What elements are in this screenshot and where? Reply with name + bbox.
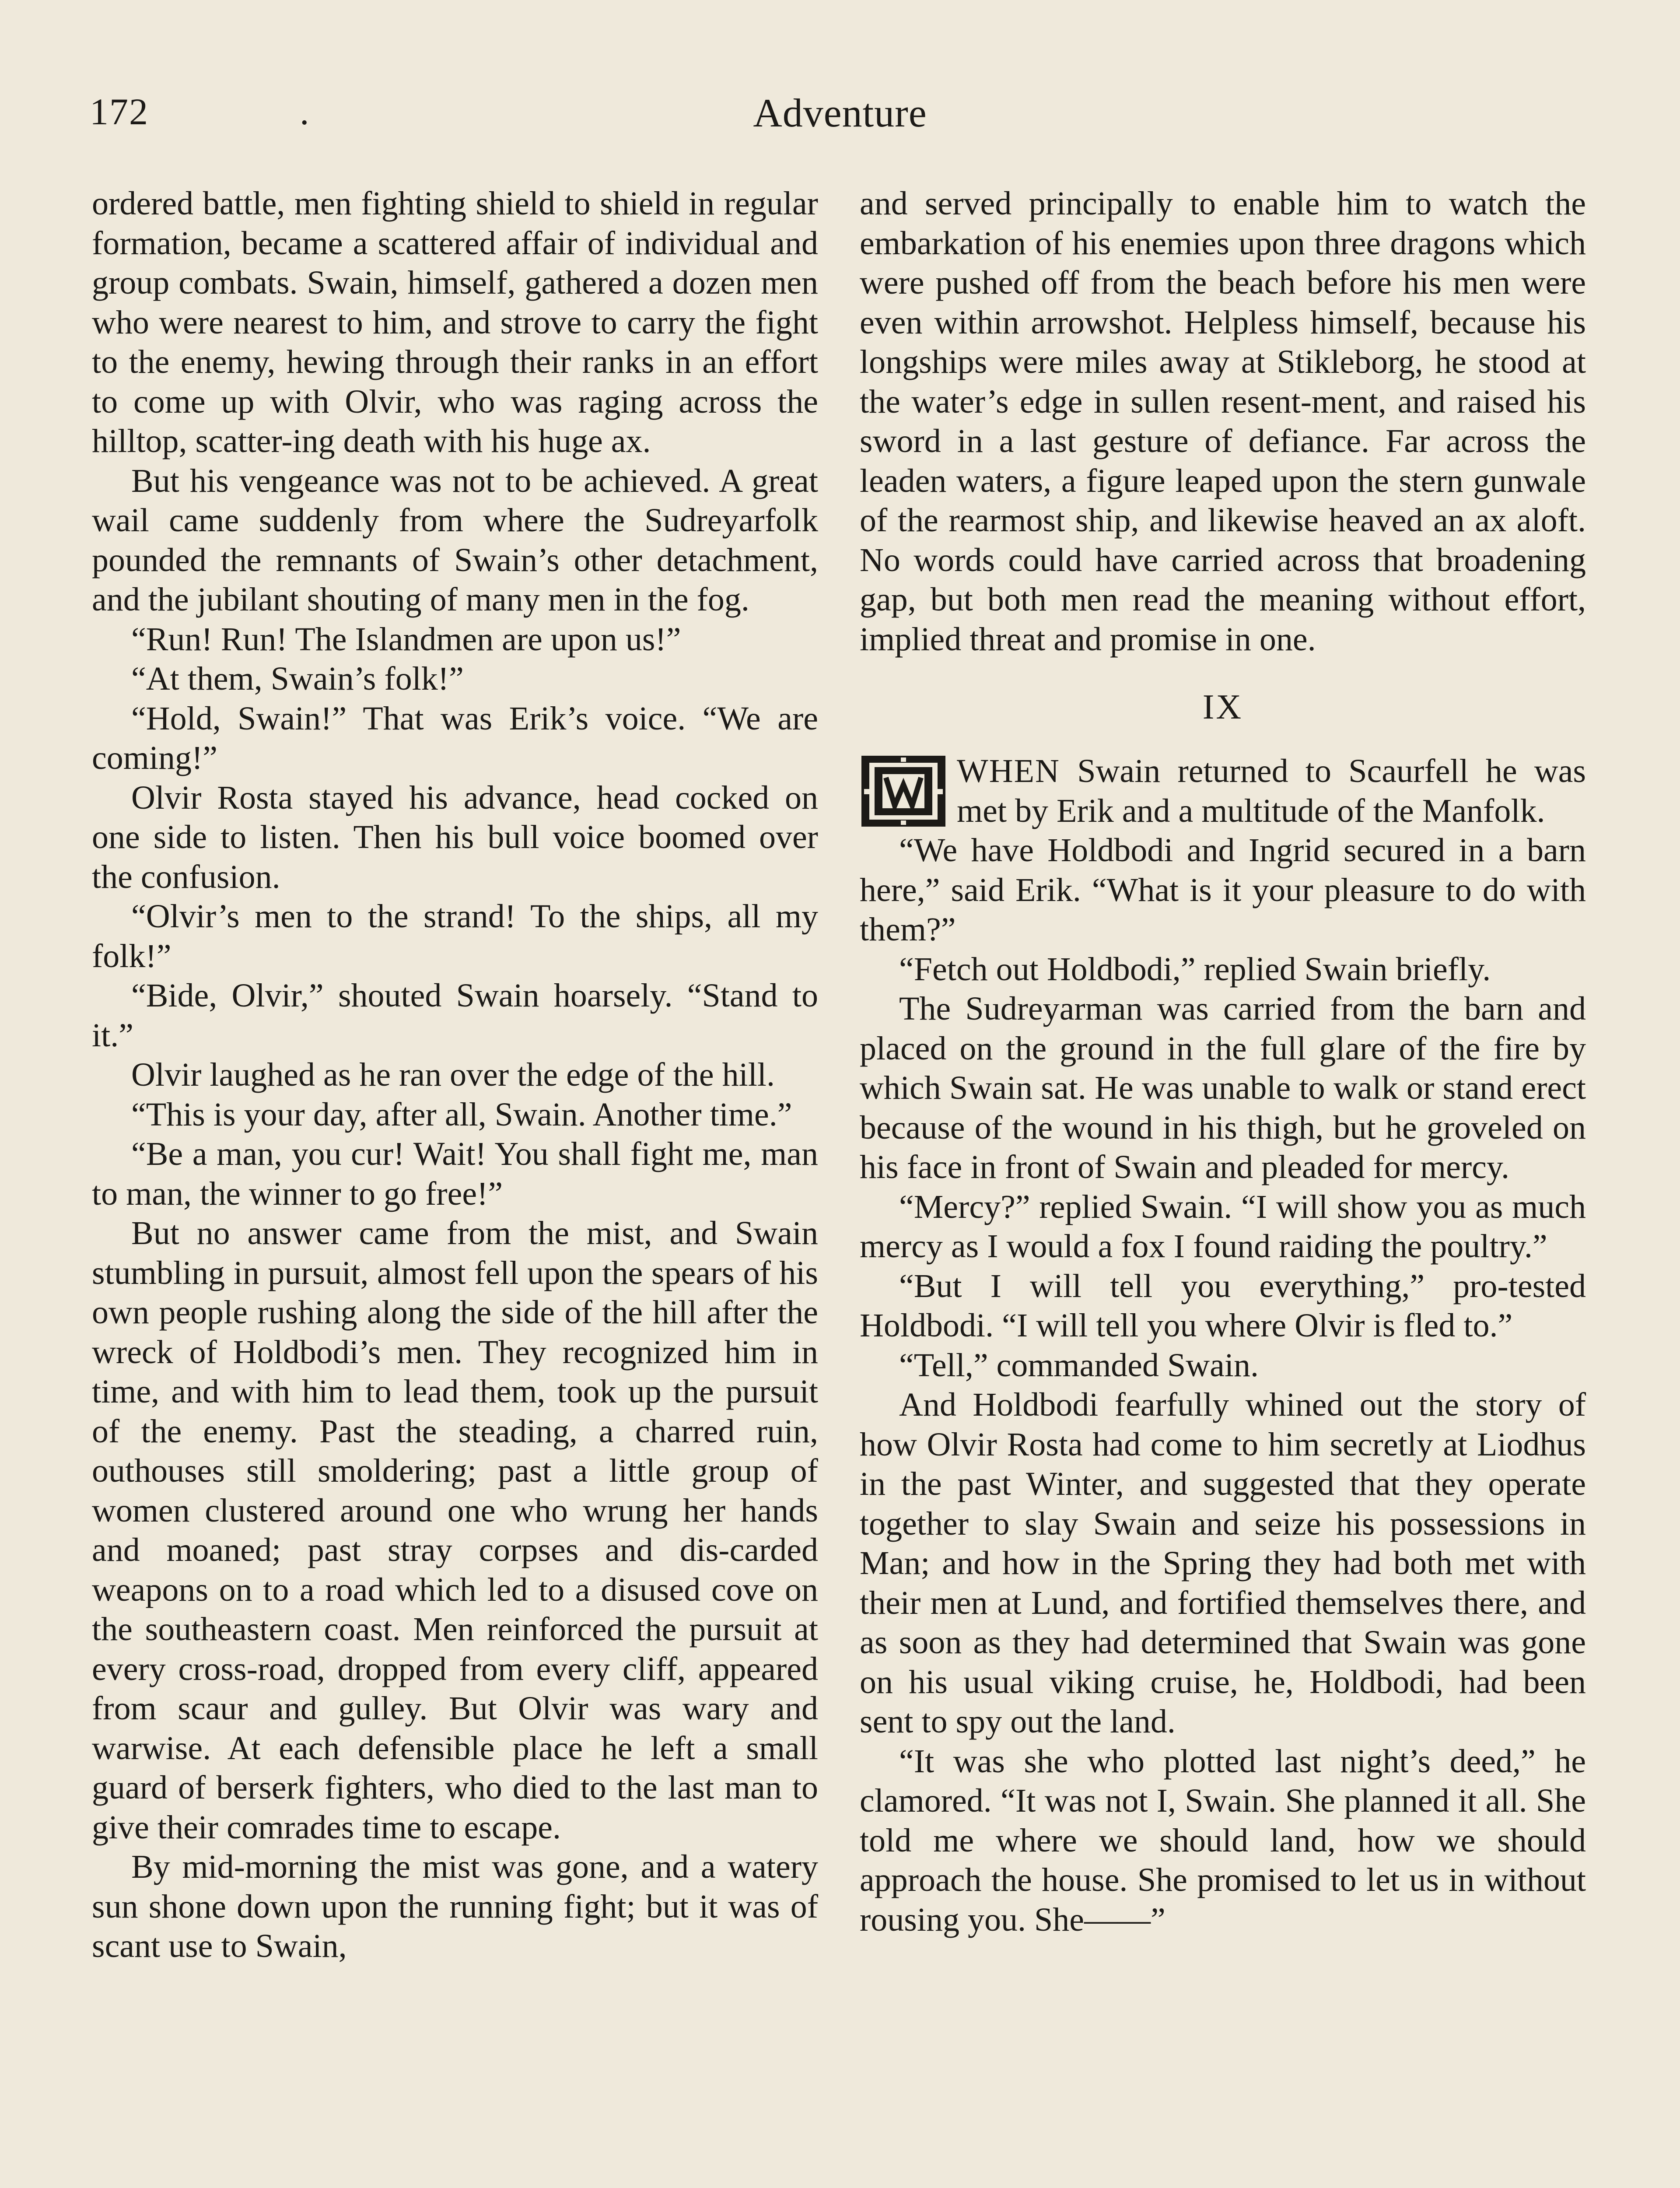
paragraph: The Sudreyarman was carried from the barn and placed on the ground in the full glare of the fire by which Swain sat. He was unable to walk or stand erect because of the wound in his thigh, but he groveled on his face in front of Swain and pleaded for mercy. <box>860 990 1586 1185</box>
paragraph: Olvir laughed as he ran over the edge of the hill. <box>131 1056 775 1093</box>
dropcap-first-word: WHEN <box>957 753 1060 789</box>
paragraph: “Mercy?” replied Swain. “I will show you as much mercy as I would a fox I found raiding the poultry.” <box>860 1188 1586 1265</box>
paragraph: “This is your day, after all, Swain. Another time.” <box>131 1096 792 1133</box>
paragraph: “But I will tell you everything,” pro-tested Holdbodi. “I will tell you where Olvir is fled to.” <box>860 1267 1586 1344</box>
paragraph: “Tell,” commanded Swain. <box>899 1346 1259 1384</box>
paragraph: ordered battle, men fighting shield to shield in regular formation, became a scattered affair of individual and group combats. Swain, himself, gathered a dozen men who were nearest to him, and strove to carry the fight to the enemy, hewing through their ranks in an effort to come up with Olvir, who was raging across the hilltop, scatter-ing death with his huge ax. <box>92 185 818 459</box>
ornamental-initial-icon <box>860 754 947 828</box>
dropcap-paragraph <box>860 751 1586 831</box>
right-column <box>860 184 1586 1939</box>
paragraph: Olvir Rosta stayed his advance, head cocked on one side to listen. Then his bull voice boomed over the confusion. <box>92 779 818 895</box>
paragraph: “Be a man, you cur! Wait! You shall fight me, man to man, the winner to go free!” <box>92 1136 818 1212</box>
paragraph: “Hold, Swain!” That was Erik’s voice. “We are coming!” <box>92 700 818 776</box>
page-header <box>90 90 1590 138</box>
paragraph: “Olvir’s men to the strand! To the ships, all my folk!” <box>92 898 818 975</box>
paragraph: And Holdbodi fearfully whined out the story of how Olvir Rosta had come to him secretly at Liodhus in the past Winter, and suggested that they operate together to slay Swain and seize his possessions in Man; and how in the Spring they had both met with their men at Lund, and fortified themselves there, and as soon as they had determined that Swain was gone on his usual viking cruise, he, Holdbodi, had been sent to spy out the land. <box>860 1386 1586 1740</box>
paragraph: “Bide, Olvir,” shouted Swain hoarsely. “Stand to it.” <box>92 977 818 1054</box>
paragraph: “Fetch out Holdbodi,” replied Swain briefly. <box>899 950 1491 988</box>
chapter-heading: IX <box>1202 688 1243 726</box>
paragraph: “We have Holdbodi and Ingrid secured in a barn here,” said Erik. “What is it your pleasure to do with them?” <box>860 832 1586 948</box>
paragraph: “Run! Run! The Islandmen are upon us!” <box>131 621 681 658</box>
paragraph: “It was she who plotted last night’s deed,” he clamored. “It was not I, Swain. She planned it all. She told me where we should land, how we should approach the house. She promised to let us in without rousing you. She——” <box>860 1743 1586 1938</box>
paragraph: and served principally to enable him to watch the embarkation of his enemies upon three dragons which were pushed off from the beach before his men were even within arrowshot. Helpless himself, because his longships were miles away at Stikleborg, he stood at the water’s edge in sullen resent-ment, and raised his sword in a last gesture of defiance. Far across the leaden waters, a figure leaped upon the stern gunwale of the rearmost ship, and likewise heaved an ax aloft. No words could have carried across that broadening gap, but both men read the meaning without effort, implied threat and promise in one. <box>860 185 1586 658</box>
paragraph: But his vengeance was not to be achieved. A great wail came suddenly from where the Sudreyarfolk pounded the remnants of Swain’s other detachment, and the jubilant shouting of many men in the fog. <box>92 462 818 618</box>
header-dot: . <box>300 91 309 133</box>
page-number: 172 <box>90 91 149 133</box>
paragraph: But no answer came from the mist, and Swain stumbling in pursuit, almost fell upon the spears of his own people rushing along the side of the hill after the wreck of Holdbodi’s men. They recognized him in time, and with him to lead them, took up the pursuit of the enemy. Past the steading, a charred ruin, outhouses still smoldering; past a little group of women clustered around one who wrung her hands and moaned; past stray corpses and dis-carded weapons on to a road which led to a disused cove on the southeastern coast. Men reinforced the pursuit at every cross-road, dropped from every cliff, appeared from scaur and gulley. But Olvir was wary and warwise. At each defensible place he left a small guard of berserk fighters, who died to the last man to give their comrades time to escape. <box>92 1215 818 1846</box>
dropcap-text: Swain returned to Scaurfell he was met by Erik and a multitude of the Manfolk. <box>957 753 1586 829</box>
paragraph: By mid-morning the mist was gone, and a watery sun shone down upon the running fight; but it was of scant use to Swain, <box>92 1848 818 1964</box>
paragraph: “At them, Swain’s folk!” <box>131 660 464 697</box>
running-title: Adventure <box>753 91 927 135</box>
left-column <box>92 184 818 1966</box>
